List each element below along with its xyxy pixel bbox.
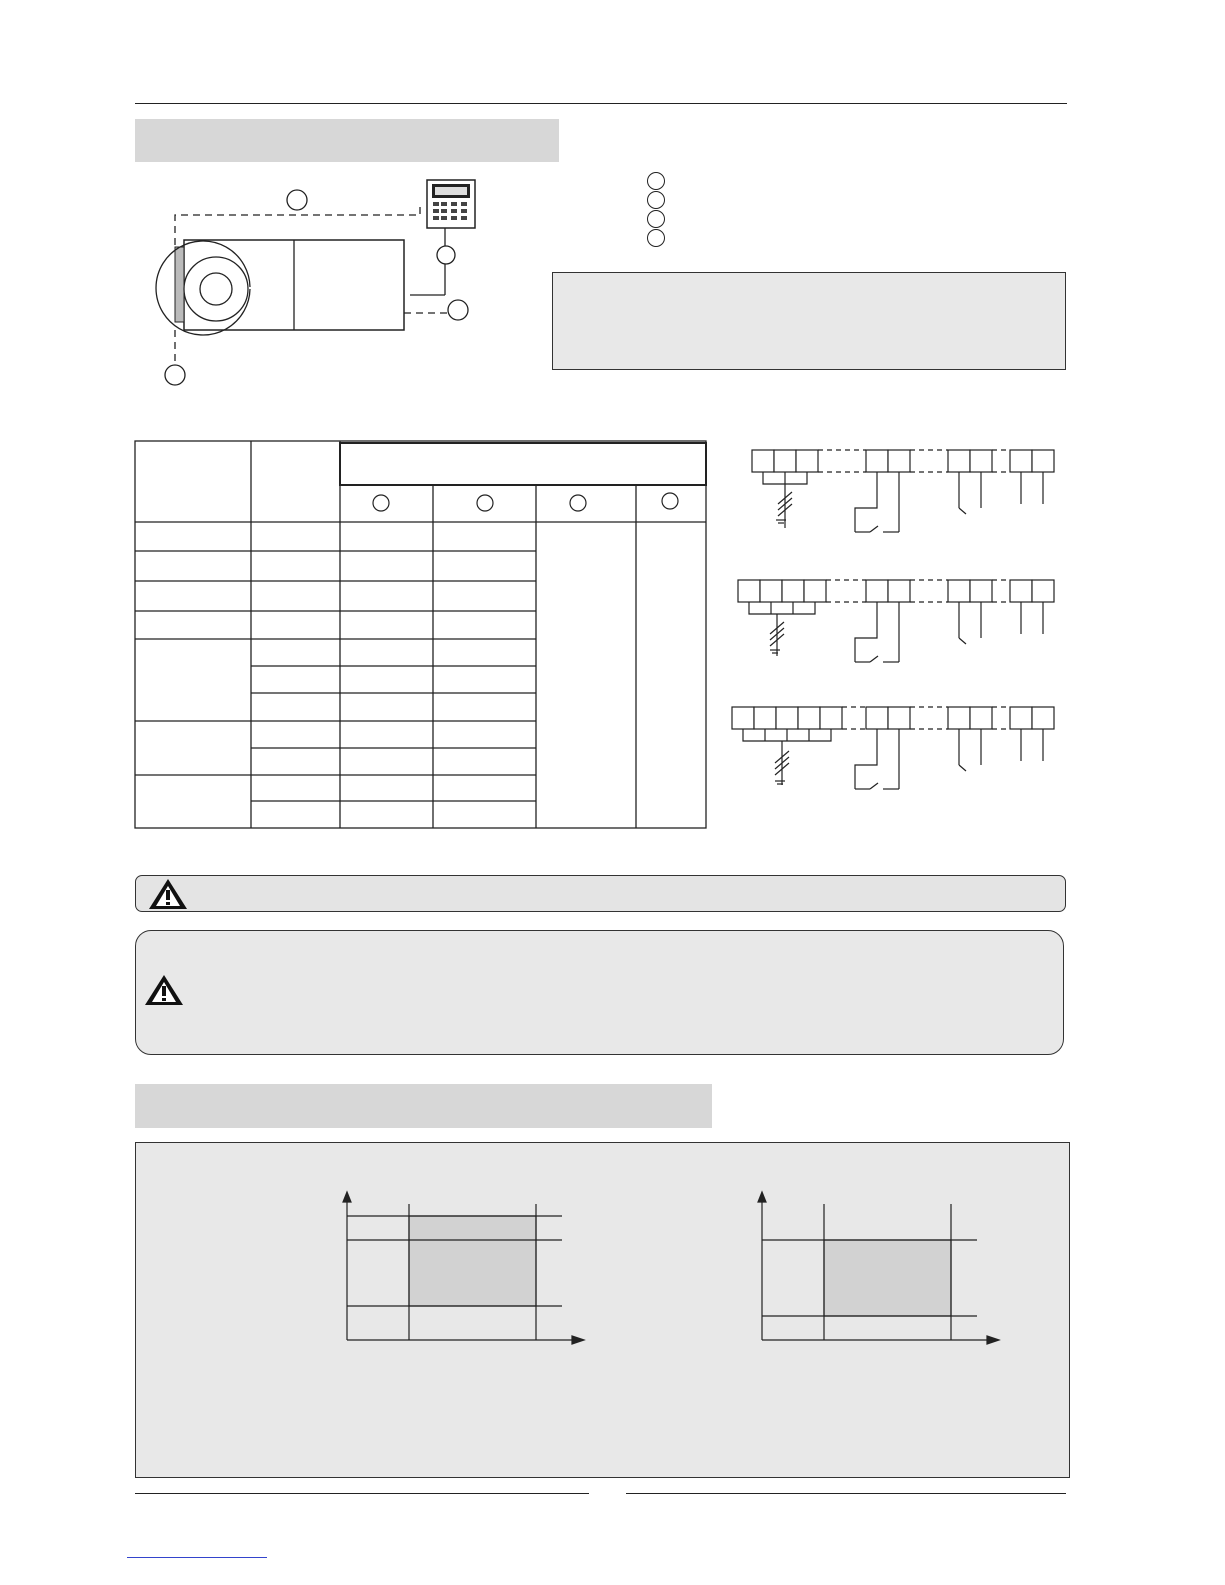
column-circle-2	[477, 495, 493, 511]
warning-triangle-icon	[147, 877, 189, 911]
warning-triangle-icon	[143, 973, 185, 1007]
terminal-diagram-1	[730, 448, 1050, 543]
warning-box	[135, 930, 1064, 1055]
operating-range-chart-cooling	[338, 1188, 588, 1348]
terminal-diagram-2	[730, 578, 1050, 673]
warning-bar	[135, 875, 1066, 912]
legend-item-3	[647, 210, 665, 228]
legend-item-4	[647, 229, 665, 247]
section-header-wiring	[135, 119, 559, 162]
footer-link[interactable]	[127, 1557, 267, 1558]
callout-circle-top	[287, 190, 307, 210]
range-area	[824, 1240, 951, 1316]
header-rule	[135, 103, 1067, 104]
operating-range-chart-heating	[753, 1188, 1003, 1348]
cable-spec-table	[135, 441, 715, 841]
footer-rule-left	[135, 1493, 589, 1494]
unit-connection-diagram	[150, 175, 500, 395]
column-circle-1	[373, 495, 389, 511]
footer-rule-right	[626, 1493, 1066, 1494]
callout-circle-right	[448, 300, 468, 320]
callout-circle-remote	[437, 246, 455, 264]
legend-item-2	[647, 191, 665, 209]
callout-circle-bottom	[165, 365, 185, 385]
terminal-diagram-3	[730, 705, 1050, 800]
remote-controller-icon	[427, 180, 475, 228]
section-header-operating-range	[135, 1084, 712, 1128]
column-circle-4	[662, 493, 678, 509]
range-area	[409, 1216, 536, 1306]
legend-item-1	[647, 172, 665, 190]
column-circle-3	[570, 495, 586, 511]
note-box	[552, 272, 1066, 370]
